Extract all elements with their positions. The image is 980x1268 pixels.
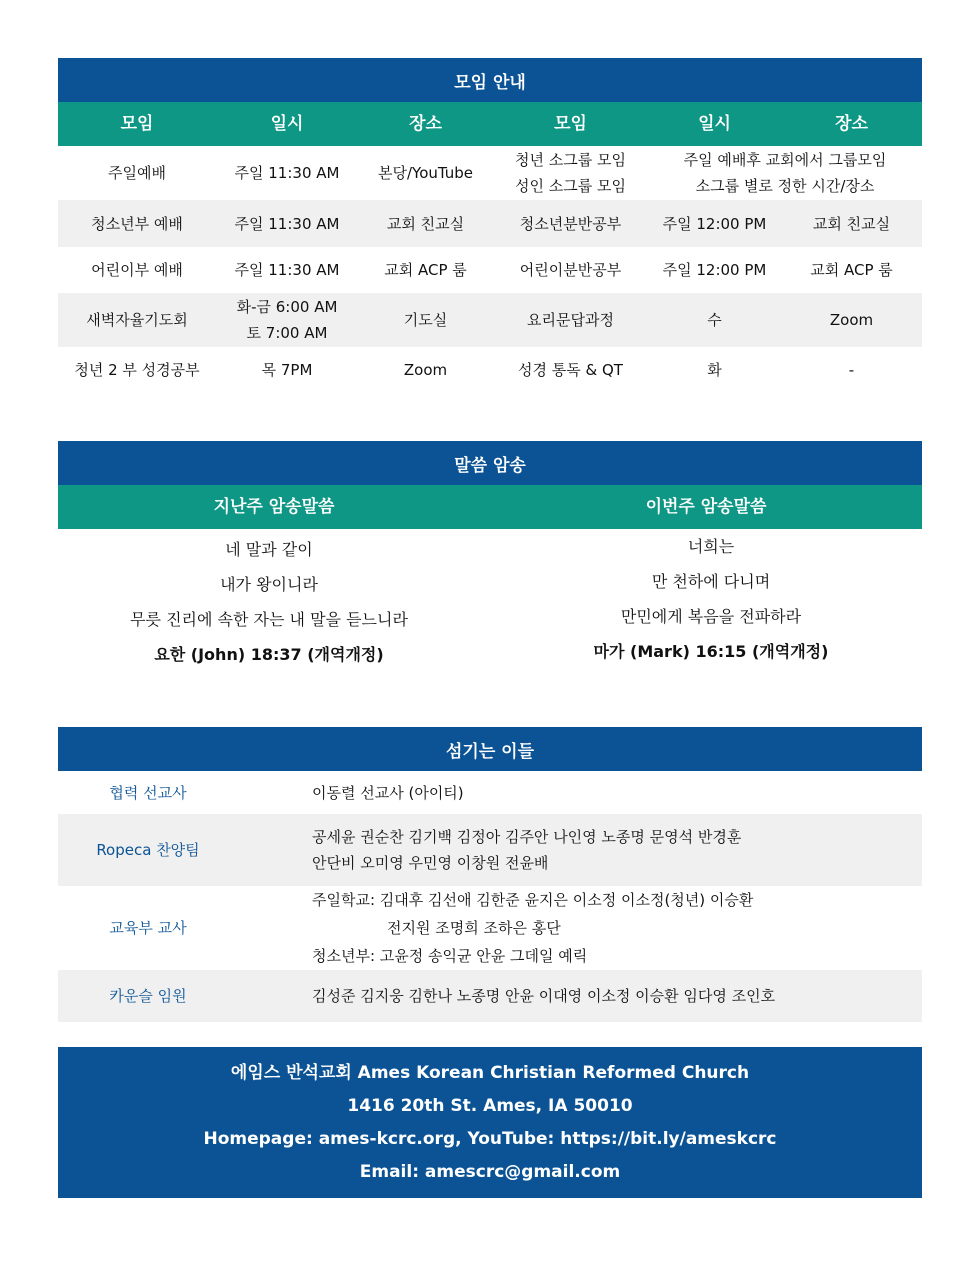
church-footer	[58, 1047, 922, 1198]
meeting-time: 주일 11:30 AM	[234, 214, 340, 233]
meetings-table	[58, 102, 922, 393]
meeting-name: 어린이분반공부	[519, 261, 622, 279]
meetings-section	[58, 58, 922, 393]
verse-reference: 마가 (Mark) 16:15 (개역개정)	[593, 642, 829, 661]
meeting-time: 주일 11:30 AM	[234, 164, 340, 182]
servant-names: 공세윤 권순찬 김기백 김정아 김주안 나인영 노종명 문영석 반경훈 안단비 오미영 우민영 이창원 전윤배	[312, 828, 742, 872]
col-header: 장소	[358, 102, 493, 146]
servant-role: 카운슬 임원	[109, 987, 187, 1005]
meeting-time: 주일 12:00 PM	[662, 261, 767, 279]
church-name: 에임스 반석교회 Ames Korean Christian Reformed Church	[230, 1063, 750, 1083]
verse-line: 너희는	[687, 537, 735, 556]
meeting-name: 청소년분반공부	[519, 214, 622, 233]
meeting-time: 주일 예배후 교회에서 그룹모임 소그룹 별로 정한 시간/장소	[683, 151, 887, 195]
table-row	[58, 347, 922, 393]
verse-line: 만 천하에 다니며	[651, 572, 771, 591]
verses-title: 말씀 암송	[58, 441, 922, 485]
table-row	[58, 814, 922, 886]
verse-line: 네 말과 같이	[225, 540, 313, 559]
church-links: Homepage: ames-kcrc.org, YouTube: https://bit.ly/ameskcrc	[203, 1129, 777, 1149]
last-week-heading: 지난주 암송말씀	[213, 497, 335, 517]
meeting-time: 화-금 6:00 AM 토 7:00 AM	[236, 298, 338, 342]
meeting-time: 수	[707, 311, 722, 329]
meeting-time: 화	[707, 361, 722, 379]
servant-names: 김성준 김지웅 김한나 노종명 안윤 이대영 이소정 이승환 임다영 조인호	[312, 987, 776, 1005]
meeting-place: 교회 ACP 룸	[384, 261, 467, 279]
table-row	[58, 771, 922, 814]
servant-role: 교육부 교사	[109, 919, 187, 937]
col-header: 일시	[648, 102, 781, 146]
meeting-place: Zoom	[829, 311, 874, 329]
servant-role: Ropeca 찬양팀	[96, 841, 200, 859]
meeting-place: 기도실	[403, 311, 448, 329]
col-header: 모임	[493, 102, 648, 146]
last-week-verse	[58, 532, 490, 672]
col-header: 장소	[781, 102, 922, 146]
meeting-place: Zoom	[403, 361, 448, 379]
table-row	[58, 146, 922, 200]
meeting-place: 교회 친교실	[812, 214, 891, 233]
table-row	[58, 970, 922, 1022]
servants-section	[58, 727, 922, 1022]
meetings-title: 모임 안내	[58, 58, 922, 102]
this-week-heading: 이번주 암송말씀	[645, 497, 767, 517]
meeting-time: 주일 11:30 AM	[234, 261, 340, 279]
servant-names: 주일학교: 김대후 김선애 김한준 윤지은 이소정 이소정(청년) 이승환 전지원 조명희 조하은 홍단 청소년부: 고윤정 송익균 안윤 그데일 예릭	[312, 891, 754, 965]
church-address: 1416 20th St. Ames, IA 50010	[347, 1096, 633, 1116]
col-header: 일시	[216, 102, 358, 146]
meeting-time: 목 7PM	[261, 361, 313, 379]
col-header: 모임	[58, 102, 216, 146]
servant-role: 협력 선교사	[109, 783, 187, 802]
meeting-name: 어린이부 예배	[91, 261, 183, 279]
meeting-place: -	[848, 361, 855, 379]
meeting-name: 성경 통독 & QT	[518, 361, 623, 379]
this-week-verse	[490, 529, 922, 672]
meeting-place: 교회 ACP 룸	[810, 261, 893, 279]
verse-line: 무릇 진리에 속한 자는 내 말을 듣느니라	[130, 610, 408, 629]
verse-reference: 요한 (John) 18:37 (개역개정)	[154, 645, 384, 664]
meetings-header-row	[58, 102, 922, 146]
meeting-name: 청년 2 부 성경공부	[74, 361, 200, 379]
verse-line: 만민에게 복음을 전파하라	[620, 607, 802, 626]
church-email: Email: amescrc@gmail.com	[359, 1162, 621, 1182]
meeting-name: 청년 소그룹 모임 성인 소그룹 모임	[515, 151, 626, 195]
table-row	[58, 886, 922, 970]
verses-header-row	[58, 485, 922, 529]
meeting-name: 새벽자율기도회	[86, 311, 188, 329]
meeting-name: 주일예배	[108, 164, 166, 182]
meeting-name: 요리문답과정	[527, 311, 614, 329]
table-row	[58, 200, 922, 247]
verses-section	[58, 441, 922, 672]
servants-table	[58, 771, 922, 1022]
meeting-place: 교회 친교실	[386, 214, 465, 233]
meeting-time: 주일 12:00 PM	[662, 214, 767, 233]
meeting-name: 청소년부 예배	[91, 214, 183, 233]
verse-line: 내가 왕이니라	[220, 575, 318, 594]
servant-names: 이동렬 선교사 (아이티)	[312, 783, 464, 802]
table-row	[58, 247, 922, 293]
table-row	[58, 293, 922, 347]
servants-title: 섬기는 이들	[58, 727, 922, 771]
meeting-place: 본당/YouTube	[377, 164, 474, 182]
